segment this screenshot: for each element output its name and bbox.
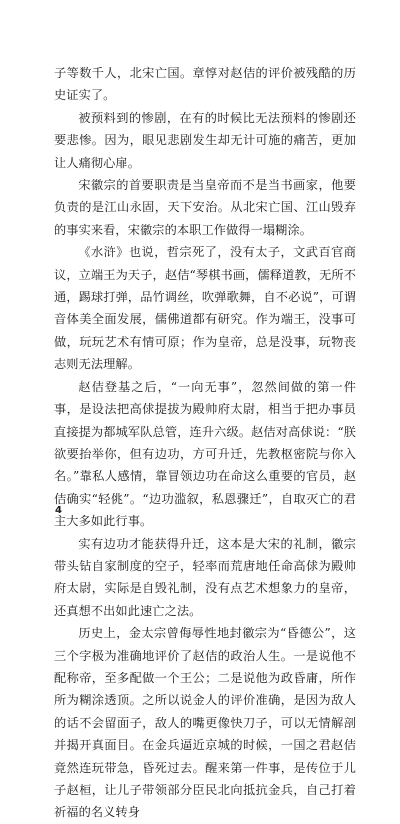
paragraph: 被预料到的惨剧，在有的时候比无法预料的惨剧还要悲惨。因为，眼见悲剧发生却无计可施的痛苦，更加让人痛彻心扉。 [54, 110, 356, 170]
paragraph: 实有边功才能获得升迁，这本是大宋的礼制，徽宗带头钻自家制度的空子，轻率而荒唐地任命高俅为殿帅府太尉，实际是自毁礼制，没有点艺术想象力的皇帝，还真想不出如此速亡之法。 [54, 536, 356, 618]
paragraph: 宋徽宗的首要职责是当皇帝而不是当书画家，他要负责的是江山永固，天下安治。从北宋亡国、江山毁弃的事实来看，宋徽宗的本职工作做得一塌糊涂。 [54, 178, 356, 237]
paragraph: 赵佶登基之后，“一向无事”，忽然间做的第一件事，是设法把高俅提拔为殿帅府太尉，相当于把办事员直接提为都城军队总管，连升六级。赵佶对高俅说：“朕欲要抬举你，但有边功，方可升迁，先教枢密院与你入名。”靠私人感情，靠冒领边功在命这么重要的官员，赵佶确实“轻佻”。“边功滥叙，私恩骤迁”，自取灭亡的君主大多如此行事。 [54, 379, 356, 529]
paragraph: 子等数千人，北宋亡国。章惇对赵佶的评价被残酷的历史证实了。 [54, 66, 356, 103]
paragraph: 历史上，金太宗曾侮辱性地封徽宗为“昏德公”，这三个字极为准确地评价了赵佶的政治人生。一是说他不配称帝，至多配做一个王公；二是说他为政昏庸，所作所为糊涂透顶。之所以说金人的评价准确，是因为敌人的话不会留面子，敌人的嘴更像快刀子，可以无情解剖并揭开真面目。在金兵逼近京城的时候，一国之君赵佶竟然连玩带急，昏死过去。醒来第一件事，是传位于儿子赵桓，让儿子带领部分臣民北向抵抗金兵，自己打着祈福的名义转身 [54, 626, 356, 820]
body-text [54, 62, 356, 824]
paragraph: 《水浒》也说，哲宗死了，没有太子，文武百官商议，立端王为天子，赵佶“琴棋书画，儒释道教，无所不通，踢球打弹，品竹调丝，吹弹歌舞，自不必说”，可谓音体美全面发展，儒佛道都有研究。作为端王，没事可做，玩玩艺术有情可原；作为皇帝，总是没事，玩物丧志则无法理解。 [54, 245, 356, 372]
page-number: 4 [55, 505, 62, 516]
